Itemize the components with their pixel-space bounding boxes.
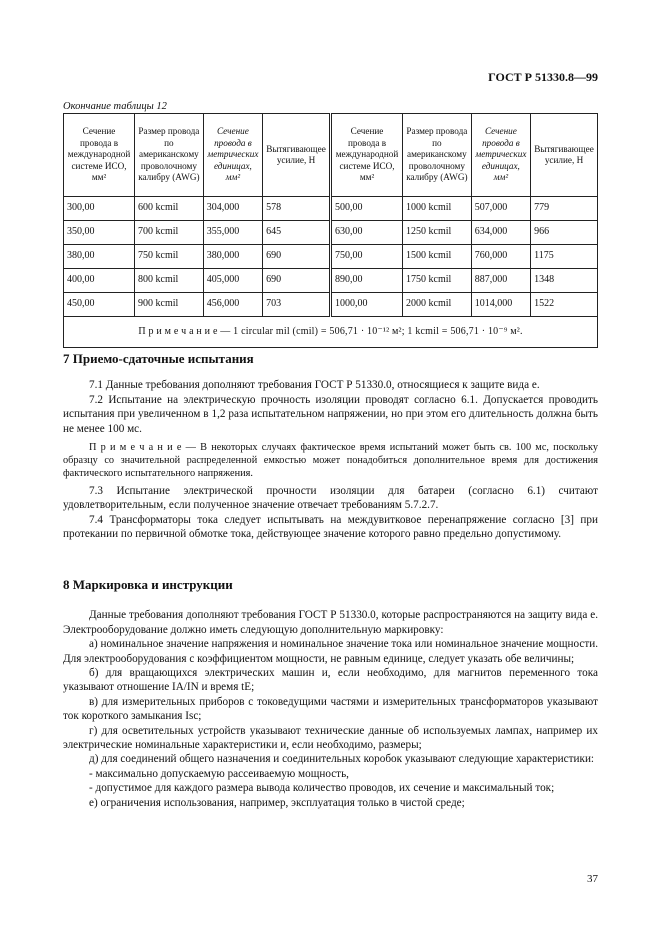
col-header: Вытягивающее усилие, Н xyxy=(263,114,331,197)
table-row xyxy=(64,221,598,245)
table-cell: 900 kcmil xyxy=(135,293,204,317)
section-7 xyxy=(63,352,598,542)
table-cell: 630,00 xyxy=(330,221,402,245)
table-cell: 1500 kcmil xyxy=(403,245,472,269)
table-cell: 690 xyxy=(263,269,331,293)
table-cell: 700 kcmil xyxy=(135,221,204,245)
table-cell: 1014,000 xyxy=(471,293,530,317)
paragraph: 7.3 Испытание электрической прочности изоляции для батареи (согласно 6.1) считают удовлетворительным, если полученное значение отвечает требованиям 5.7.2.7. xyxy=(63,485,598,512)
paragraph: е) ограничения использования, например, эксплуатация только в чистой среде; xyxy=(89,796,465,809)
col-header: Размер провода по американскому проволочному калибру (AWG) xyxy=(403,114,472,197)
table-cell: 750,00 xyxy=(330,245,402,269)
paragraph: 7.2 Испытание на электрическую прочность изоляции проводят согласно 6.1. Допускается проводить испытания при увеличенном в 1,2 раза испытательном напряжении, но при этом его длительность должна быть не менее 100 мс. xyxy=(63,393,598,435)
table-cell: 800 kcmil xyxy=(135,269,204,293)
table-cell: 966 xyxy=(531,221,598,245)
table-cell: 507,000 xyxy=(471,197,530,221)
table-cell: 890,00 xyxy=(330,269,402,293)
table-cell: 703 xyxy=(263,293,331,317)
col-header: Сечение провода в международной системе ИСО, мм² xyxy=(64,114,135,197)
table-cell: 1348 xyxy=(531,269,598,293)
table-caption: Окончание таблицы 12 xyxy=(63,101,167,112)
table-cell: 1750 kcmil xyxy=(403,269,472,293)
table-cell: 2000 kcmil xyxy=(403,293,472,317)
table-row xyxy=(64,293,598,317)
table-note: П р и м е ч а н и е — 1 circular mil (cmil) = 506,71 · 10⁻¹² м²; 1 kcmil = 506,71 · 10⁻⁹ м². xyxy=(64,317,598,348)
col-header: Вытягивающее усилие, Н xyxy=(531,114,598,197)
paragraph: в) для измерительных приборов с токоведущими частями и измерительных трансформаторов указывают ток короткого замыкания Isc; xyxy=(63,695,598,723)
table-cell: 1000,00 xyxy=(330,293,402,317)
table-cell: 300,00 xyxy=(64,197,135,221)
paragraph: 7.1 Данные требования дополняют требования ГОСТ Р 51330.0, относящиеся к защите вида е. xyxy=(89,379,540,392)
table-row xyxy=(64,245,598,269)
page-number: 37 xyxy=(587,873,598,885)
paragraph: б) для вращающихся электрических машин и, если необходимо, для магнитов переменного тока указывают отношение IA/IN и время tE; xyxy=(63,667,598,694)
document-header: ГОСТ Р 51330.8—99 xyxy=(488,70,598,84)
table-cell: 690 xyxy=(263,245,331,269)
table-cell: 1522 xyxy=(531,293,598,317)
table-cell: 645 xyxy=(263,221,331,245)
table-cell: 456,000 xyxy=(203,293,262,317)
paragraph: д) для соединений общего назначения и соединительных коробок указывают следующие характеристики: xyxy=(89,753,595,766)
table-header-row xyxy=(64,114,598,197)
paragraph: - максимально допускаемую рассеиваемую мощность, xyxy=(89,767,349,780)
table-cell: 1175 xyxy=(531,245,598,269)
table-note-row xyxy=(64,317,598,348)
table-cell: 400,00 xyxy=(64,269,135,293)
table-cell: 380,00 xyxy=(64,245,135,269)
table-cell: 578 xyxy=(263,197,331,221)
table-cell: 1000 kcmil xyxy=(403,197,472,221)
table-cell: 779 xyxy=(531,197,598,221)
table-cell: 500,00 xyxy=(330,197,402,221)
section-8 xyxy=(63,578,598,810)
paragraph: а) номинальное значение напряжения и номинальное значение тока или номинальное значение мощности. Для электрооборудования с коэффициентом мощности, не равным единице, следует указать обе величины; xyxy=(63,638,598,665)
col-header: Сечение провода в международной системе ИСО, мм² xyxy=(330,114,402,197)
col-header: Сечение провода в метрических единицах, мм² xyxy=(203,114,262,197)
table-cell: 304,000 xyxy=(203,197,262,221)
wire-table xyxy=(63,113,598,348)
table-cell: 405,000 xyxy=(203,269,262,293)
table-cell: 1250 kcmil xyxy=(403,221,472,245)
table-cell: 450,00 xyxy=(64,293,135,317)
table-cell: 634,000 xyxy=(471,221,530,245)
table-cell: 350,00 xyxy=(64,221,135,245)
paragraph: 7.4 Трансформаторы тока следует испытывать на междувитковое перенапряжение согласно [3] при протекании по первичной обмотке тока, действующее значение которого равно предельно допустимому. xyxy=(63,513,598,541)
section-title: 8 Маркировка и инструкции xyxy=(63,577,233,592)
table-cell: 760,000 xyxy=(471,245,530,269)
col-header: Сечение провода в метрических единицах, мм² xyxy=(471,114,530,197)
paragraph: г) для осветительных устройств указывают технические данные об используемых лампах, например их электрические номинальные характеристики и, если необходимо, размеры; xyxy=(63,724,598,752)
table-cell: 355,000 xyxy=(203,221,262,245)
table-row xyxy=(64,197,598,221)
col-header: Размер провода по американскому проволочному калибру (AWG) xyxy=(135,114,204,197)
table-cell: 380,000 xyxy=(203,245,262,269)
paragraph: - допустимое для каждого размера вывода количество проводов, их сечение и максимальный ток; xyxy=(89,782,555,795)
table-cell: 600 kcmil xyxy=(135,197,204,221)
table-row xyxy=(64,269,598,293)
table-cell: 750 kcmil xyxy=(135,245,204,269)
section-title: 7 Приемо-сдаточные испытания xyxy=(63,351,254,366)
paragraph: Данные требования дополняют требования ГОСТ Р 51330.0, которые распространяются на защиту вида е. Электрооборудование должно иметь следующую дополнительную маркировку: xyxy=(63,609,598,636)
note: П р и м е ч а н и е — В некоторых случаях фактическое время испытаний может быть св. 100 мс, поскольку образцу со значительной распределенной емкостью может понадобиться дополнительное время для достижения фактического испытательного напряжения. xyxy=(63,442,598,480)
table-cell: 887,000 xyxy=(471,269,530,293)
